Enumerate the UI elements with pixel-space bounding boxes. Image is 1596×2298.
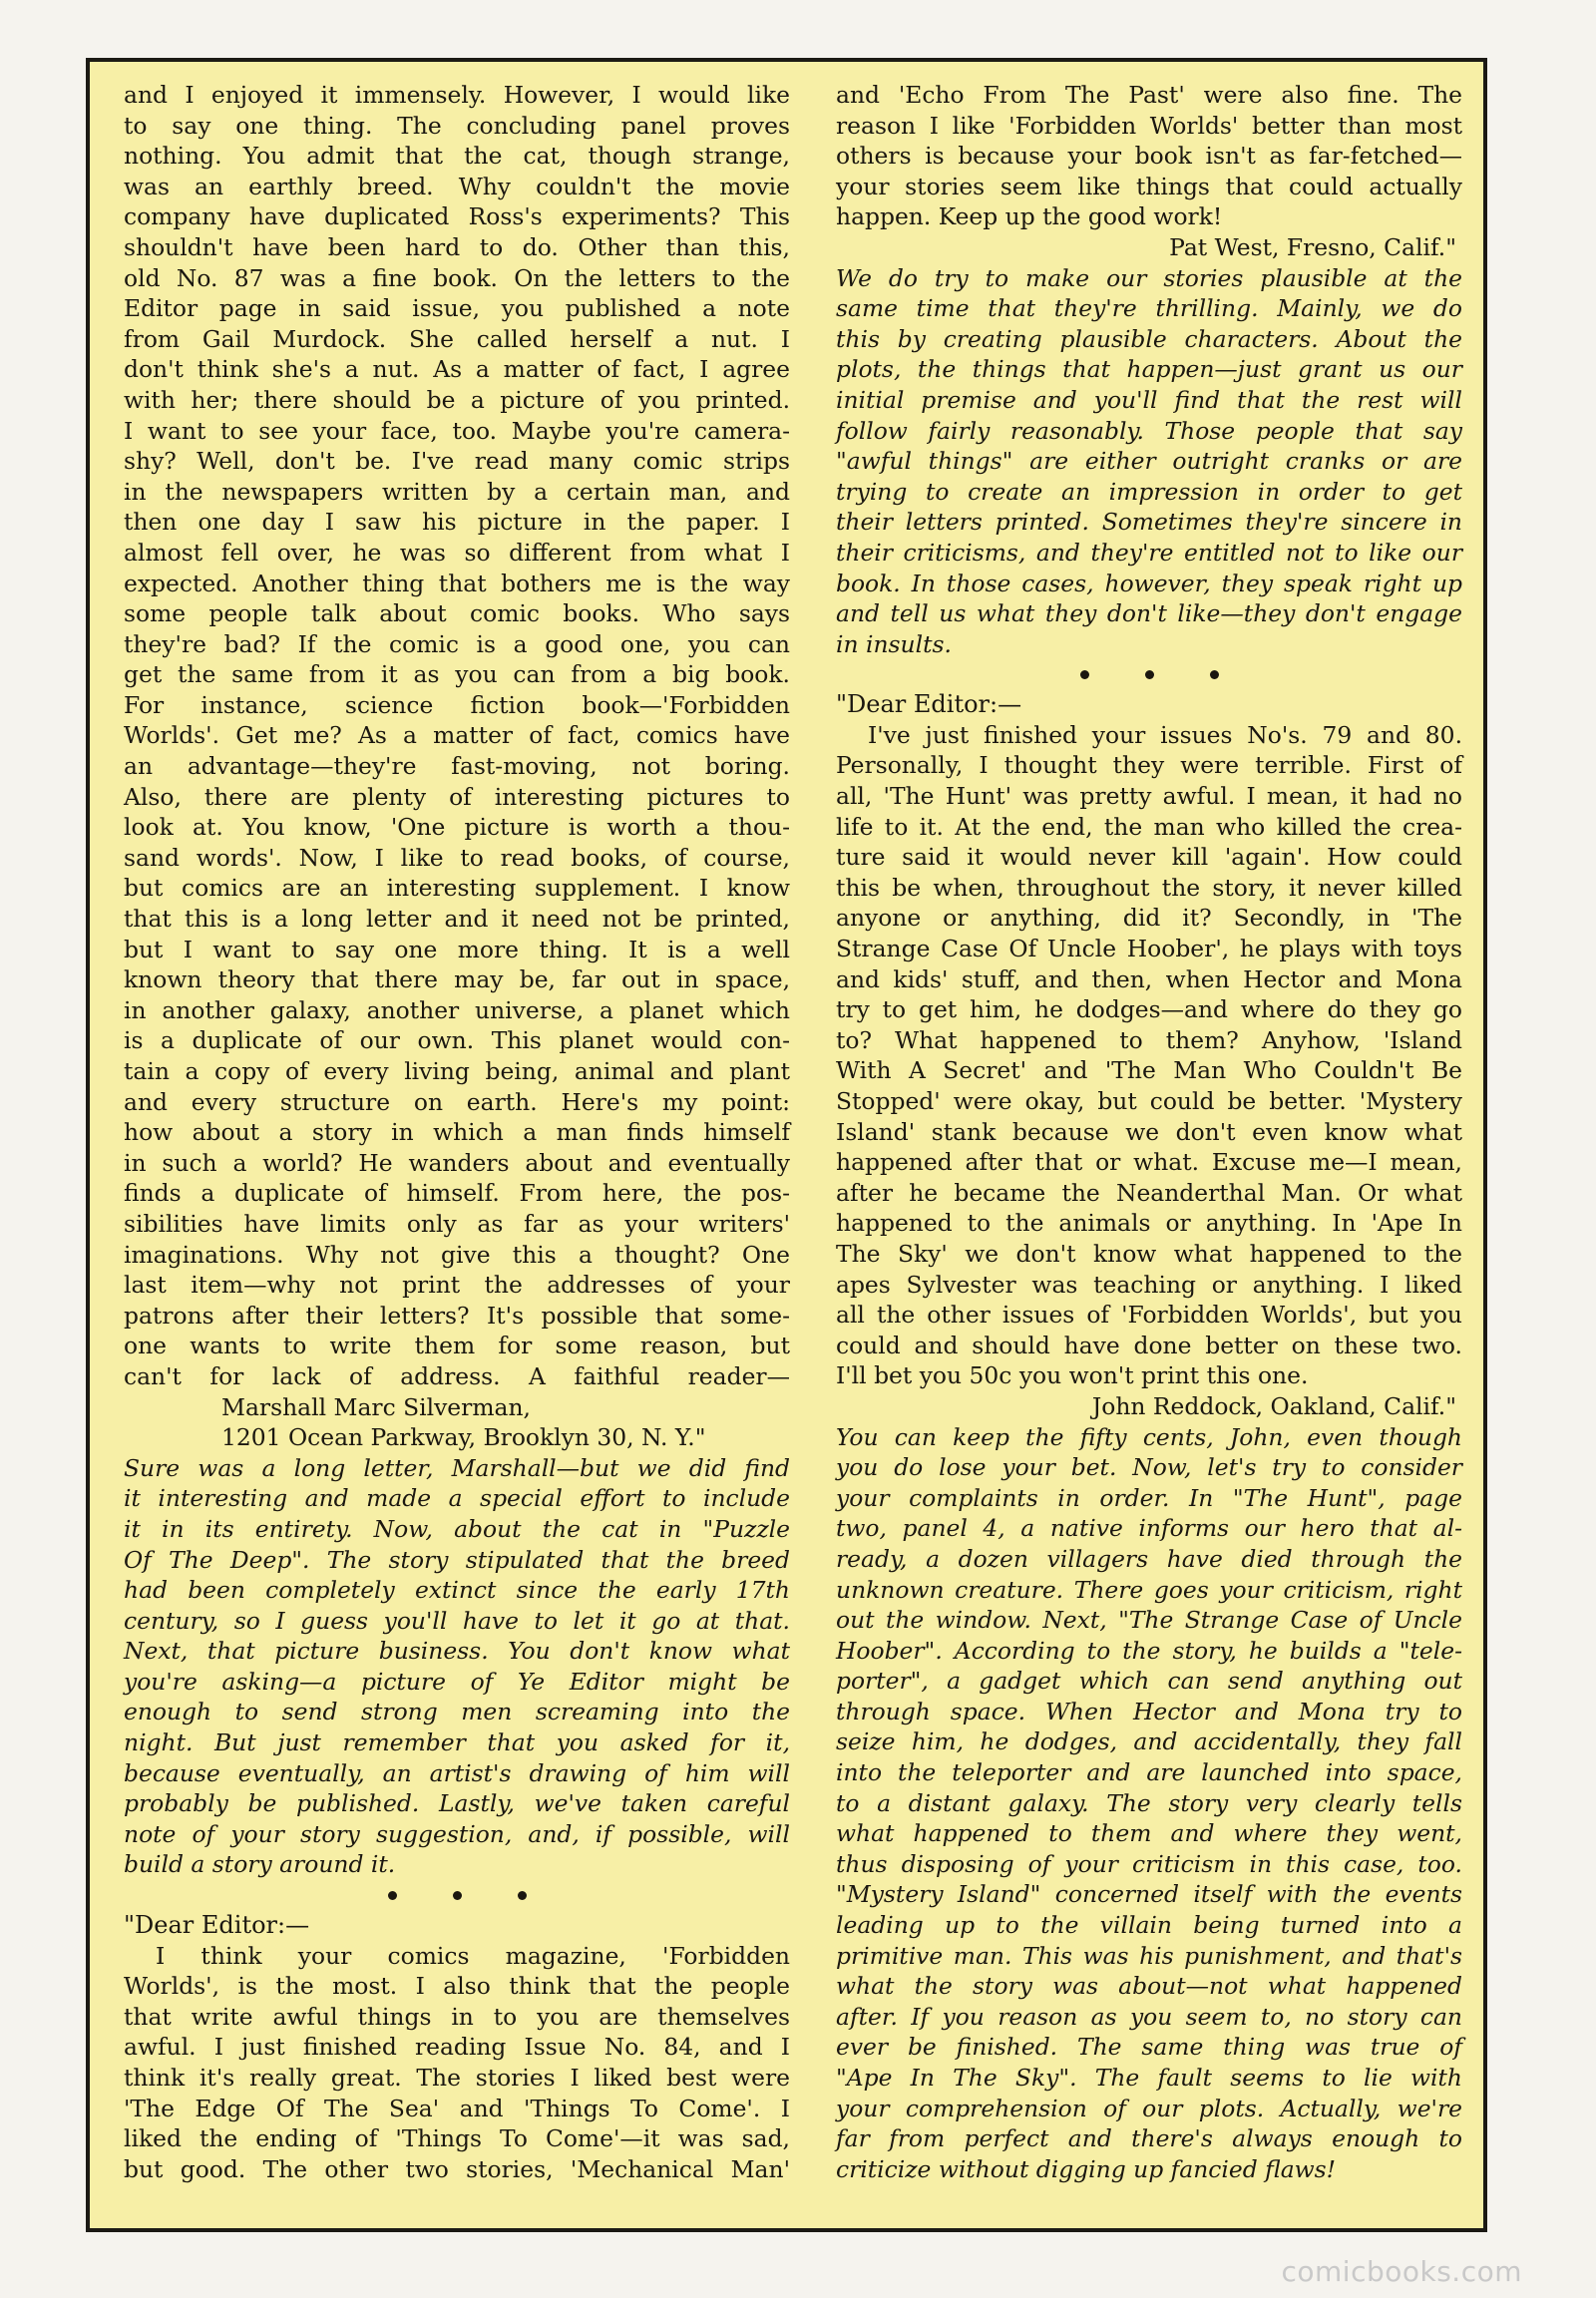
divider-dot [1210,670,1219,679]
reply-text-line: your complaints in order. In "The Hunt", page [836,1483,1462,1512]
reply-text-line: same time that they're thrilling. Mainly, we do [836,294,1462,323]
letter-text-line: finds a duplicate of himself. From here, the pos- [124,1179,790,1208]
letter-text-line: then one day I saw his picture in the paper. I [124,508,790,537]
letter-text-line: is a duplicate of our own. This planet would con- [124,1026,790,1055]
letter-text-line: life to it. At the end, the man who killed the crea- [836,812,1462,841]
letter-text-line: can't for lack of address. A faithful reader— [124,1361,790,1390]
letter-text-line: don't think she's a nut. As a matter of fact, I agree [124,355,790,384]
letter-text-line: happened after that or what. Excuse me—I mean, [836,1148,1462,1177]
reply-text-line: plots, the things that happen—just grant us our [836,355,1462,384]
letter-text-line: ture said it would never kill 'again'. How could [836,843,1462,872]
letter-text-line: get the same from it as you can from a big book. [124,660,790,689]
letter-text-line: last item—why not print the addresses of your [124,1271,790,1300]
letter1-signature-name: Marshall Marc Silverman, [221,1392,531,1421]
letter2-salutation: "Dear Editor:— [124,1911,310,1940]
reply-text-line: unknown creature. There goes your criticism, right [836,1575,1462,1604]
letter-text-line: patrons after their letters? It's possible that some- [124,1301,790,1330]
letter-text-line: Worlds'. Get me? As a matter of fact, comics have [124,721,790,750]
letter-text-line: look at. You know, 'One picture is worth a thou- [124,813,790,842]
letter-text-line: your stories seem like things that could actually [836,172,1462,200]
reply-text-line: and tell us what they don't like—they don't engage [836,599,1462,628]
letter-text-line: that write awful things in to you are themselves [124,2002,790,2031]
letter-text-line: I want to see your face, too. Maybe you're camera- [124,416,790,445]
reply-text-line: ever be finished. The same thing was true of [836,2033,1462,2062]
reply-text-line: ready, a dozen villagers have died through the [836,1544,1462,1573]
reply-text-line: century, so I guess you'll have to let it go at that. [124,1606,790,1635]
reply-text-line: it interesting and made a special effort to include [124,1484,790,1513]
reply-text-line: "awful things" are either outright cranks or are [836,447,1462,476]
letter-text-line: The Sky' we don't know what happened to the [836,1239,1462,1268]
letter-text-line: I've just finished your issues No's. 79 and 80. [868,720,1462,749]
letter-text-line: with her; there should be a picture of you printed. [124,385,790,414]
letter-text-line: in the newspapers written by a certain man, and [124,477,790,506]
letter-text-line: and every structure on earth. Here's my point: [124,1087,790,1116]
section-divider-dots [836,659,1462,689]
letter-text-line: others is because your book isn't as far-fetched— [836,142,1462,171]
divider-dot [1080,670,1089,679]
reply-text-line: book. In those cases, however, they speak right up [836,569,1462,597]
reply-text-line: You can keep the fifty cents, John, even though [836,1422,1462,1451]
reply-text-line: after. If you reason as you seem to, no story can [836,2002,1462,2031]
letter-text-line: that this is a long letter and it need not be printed, [124,905,790,934]
reply-text-line: build a story around it. [124,1850,396,1879]
section-divider-dots [124,1880,790,1910]
site-watermark: comicbooks.com [1281,2255,1522,2288]
reply-text-line: primitive man. This was his punishment, and that's [836,1941,1462,1970]
letter-text-line: shy? Well, don't be. I've read many comic strips [124,447,790,476]
letter-text-line: after he became the Neanderthal Man. Or what [836,1178,1462,1207]
letter-text-line: I think your comics magazine, 'Forbidden [156,1941,790,1970]
letter-text-line: but good. The other two stories, 'Mechanical Man' [124,2154,790,2183]
letter-text-line: known theory that there may be, far out in space, [124,965,790,994]
letter-text-line: For instance, science fiction book—'Forbidden [124,690,790,719]
reply-text-line: it in its entirety. Now, about the cat in "Puzzle [124,1514,790,1543]
letter-text-line: Stopped' were okay, but could be better. 'Mystery [836,1087,1462,1115]
letter-text-line: imaginations. Why not give this a thought? One [124,1240,790,1269]
letter-text-line: nothing. You admit that the cat, though strange, [124,142,790,171]
letter-text-line: expected. Another thing that bothers me is the way [124,569,790,597]
reply-text-line: their criticisms, and they're entitled not to like our [836,538,1462,567]
letter-text-line: Personally, I thought they were terrible. First of [836,751,1462,780]
reply-text-line: you do lose your bet. Now, let's try to consider [836,1453,1462,1482]
letter2-body-continued [836,80,1462,232]
letter1-body [124,80,790,1392]
reply-text-line: trying to create an impression in order to get [836,477,1462,506]
letter-text-line: think it's really great. The stories I liked best were [124,2064,790,2092]
letter-text-line: was an earthly breed. Why couldn't the movie [124,172,790,200]
reply-text-line: Hoober". According to the story, he builds a "tele- [836,1636,1462,1665]
reply-text-line: "Ape In The Sky". The fault seems to lie with [836,2064,1462,2092]
reply-text-line: We do try to make our stories plausible at the [836,263,1462,292]
reply-text-line: "Mystery Island" concerned itself with the events [836,1880,1462,1909]
letter-text-line: but I want to say one more thing. It is a well [124,935,790,963]
divider-dot [518,1891,527,1900]
reply-text-line: their letters printed. Sometimes they're sincere in [836,508,1462,537]
left-column [124,80,790,2184]
reply-text-line: seize him, he dodges, and accidentally, they fall [836,1727,1462,1756]
letter2-signature: Pat West, Fresno, Calif." [1169,232,1456,261]
letter-text-line: some people talk about comic books. Who says [124,599,790,628]
letter-text-line: apes Sylvester was teaching or anything. I liked [836,1270,1462,1299]
reply-text-line: follow fairly reasonably. Those people that say [836,416,1462,445]
letter-text-line: sibilities have limits only as far as your writers' [124,1209,790,1238]
letter3-salutation: "Dear Editor:— [836,690,1022,719]
reply-text-line: you're asking—a picture of Ye Editor might be [124,1667,790,1696]
letter-text-line: try to get him, he dodges—and where do they go [836,995,1462,1024]
letter-text-line: and 'Echo From The Past' were also fine. The [836,81,1462,109]
letter-text-line: shouldn't have been hard to do. Other than this, [124,232,790,261]
reply-text-line: through space. When Hector and Mona try to [836,1697,1462,1725]
letter-text-line: Editor page in said issue, you published a note [124,294,790,323]
letter-text-line: Island' stank because we don't even know what [836,1117,1462,1146]
reply-text-line: far from perfect and there's always enough to [836,2124,1462,2153]
letter-text-line: all the other issues of 'Forbidden Worlds', but you [836,1301,1462,1330]
reply-text-line: night. But just remember that you asked for it, [124,1728,790,1757]
letter-text-line: tain a copy of every living being, animal and plant [124,1057,790,1085]
letter3-signature: John Reddock, Oakland, Calif." [1091,1391,1456,1420]
reply-text-line: because eventually, an artist's drawing of him will [124,1758,790,1787]
reply-text-line: Of The Deep". The story stipulated that the breed [124,1545,790,1574]
reply-text-line: Next, that picture business. You don't know what [124,1637,790,1666]
right-column [836,80,1462,2184]
editor-reply-3 [836,1422,1462,2185]
letter-text-line: almost fell over, he was so different from what I [124,538,790,567]
reply-text-line: thus disposing of your criticism in this case, too. [836,1849,1462,1878]
reply-text-line: what the story was about—not what happened [836,1972,1462,2001]
letter1-signature-address: 1201 Ocean Parkway, Brooklyn 30, N. Y." [221,1423,706,1452]
letter-text-line: With A Secret' and 'The Man Who Couldn't Be [836,1056,1462,1085]
reply-text-line: what happened to them and where they went, [836,1819,1462,1848]
letter-text-line: in another galaxy, another universe, a planet which [124,995,790,1024]
letter-text-line: awful. I just finished reading Issue No. 84, and I [124,2033,790,2062]
letter-text-line: liked the ending of 'Things To Come'—it was sad, [124,2124,790,2153]
reply-text-line: to a distant galaxy. The story very clearly tells [836,1788,1462,1817]
letter-text-line: how about a story in which a man finds himself [124,1118,790,1147]
reply-text-line: your comprehension of our plots. Actually, we're [836,2094,1462,2122]
reply-text-line: probably be published. Lastly, we've taken careful [124,1789,790,1818]
divider-dot [388,1891,397,1900]
letter-text-line: sand words'. Now, I like to read books, of course, [124,843,790,872]
letters-page [86,58,1487,2232]
letter-text-line: happen. Keep up the good work! [836,202,1223,231]
reply-text-line: out the window. Next, "The Strange Case of Uncle [836,1606,1462,1635]
reply-text-line: leading up to the villain being turned into a [836,1911,1462,1940]
letter-text-line: 'The Edge Of The Sea' and 'Things To Come'. I [124,2094,790,2122]
letter-text-line: and I enjoyed it immensely. However, I would like [124,81,790,109]
reply-text-line: in insults. [836,629,952,658]
letter-text-line: Worlds', is the most. I also think that the people [124,1972,790,2001]
letter-text-line: one wants to write them for some reason, but [124,1332,790,1360]
editor-reply-1 [124,1453,790,1880]
reply-text-line: initial premise and you'll find that the rest will [836,385,1462,414]
letter2-body [124,1941,790,2185]
letter-text-line: Also, there are plenty of interesting pictures to [124,782,790,811]
reply-text-line: two, panel 4, a native informs our hero that al- [836,1514,1462,1543]
letter-text-line: to say one thing. The concluding panel proves [124,111,790,140]
letter-text-line: in such a world? He wanders about and eventually [124,1148,790,1177]
letter-text-line: to? What happened to them? Anyhow, 'Island [836,1025,1462,1054]
reply-text-line: enough to send strong men screaming into the [124,1698,790,1726]
letter-text-line: this be when, throughout the story, it never killed [836,873,1462,902]
letter-text-line: company have duplicated Ross's experiments? This [124,202,790,231]
letter-text-line: happened to the animals or anything. In 'Ape In [836,1209,1462,1238]
reply-text-line: into the teleporter and are launched into space, [836,1758,1462,1787]
reply-text-line: this by creating plausible characters. About the [836,324,1462,353]
letter-text-line: an advantage—they're fast-moving, not boring. [124,752,790,781]
letter-text-line: they're bad? If the comic is a good one, you can [124,629,790,658]
letter-text-line: reason I like 'Forbidden Worlds' better than most [836,111,1462,140]
letter-text-line: old No. 87 was a fine book. On the letters to the [124,263,790,292]
reply-text-line: porter", a gadget which can send anything out [836,1667,1462,1696]
letter-text-line: could and should have done better on these two. [836,1331,1462,1359]
letter-text-line: I'll bet you 50c you won't print this one. [836,1361,1309,1390]
letter-text-line: and kids' stuff, and then, when Hector and Mona [836,964,1462,993]
editor-reply-2 [836,263,1462,660]
letter-text-line: but comics are an interesting supplement. I know [124,874,790,903]
letter-text-line: all, 'The Hunt' was pretty awful. I mean, it had no [836,782,1462,811]
letter-text-line: anyone or anything, did it? Secondly, in 'The [836,904,1462,933]
divider-dot [1145,670,1154,679]
letter-text-line: Strange Case Of Uncle Hoober', he plays with toys [836,935,1462,963]
divider-dot [453,1891,462,1900]
letter-text-line: from Gail Murdock. She called herself a nut. I [124,324,790,353]
reply-text-line: had been completely extinct since the early 17th [124,1576,790,1605]
reply-text-line: Sure was a long letter, Marshall—but we did find [124,1453,790,1482]
reply-text-line: criticize without digging up fancied flaws! [836,2154,1337,2183]
reply-text-line: note of your story suggestion, and, if possible, will [124,1819,790,1848]
letter3-body [836,720,1462,1391]
